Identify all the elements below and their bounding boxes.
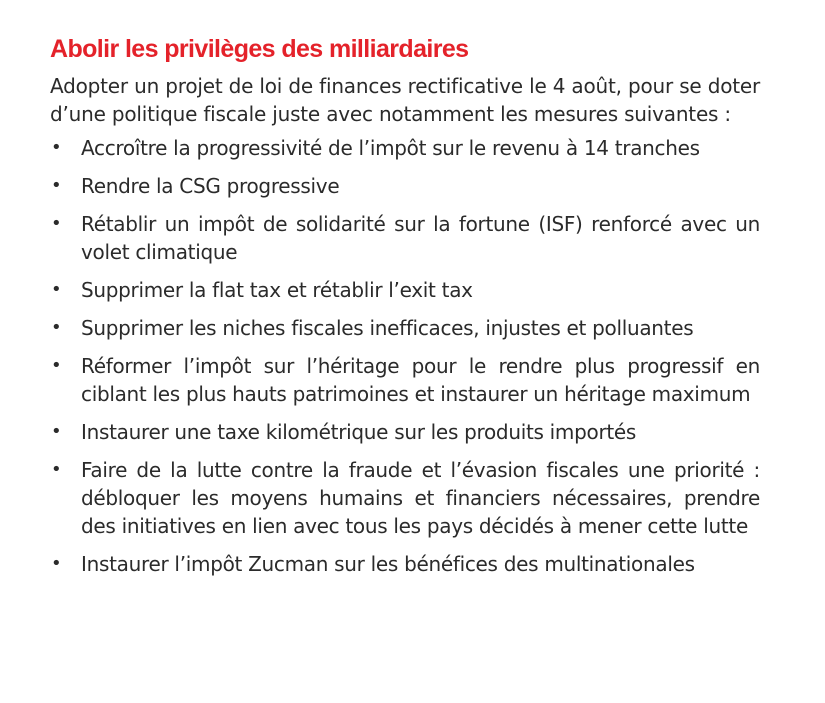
list-item (50, 134, 760, 162)
bullet-icon: • (51, 553, 62, 574)
list-item (50, 418, 760, 446)
bullet-icon: • (51, 279, 62, 300)
list-item (50, 550, 760, 578)
intro-paragraph: Adopter un projet de loi de finances rectificative le 4 août, pour se doter d’une politique fiscale juste avec notamment les mesures suivantes : (50, 74, 760, 126)
list-item-text: Supprimer la flat tax et rétablir l’exit tax (81, 278, 473, 302)
bullet-icon: • (51, 137, 62, 158)
bullet-icon: • (51, 213, 62, 234)
bullet-icon: • (51, 175, 62, 196)
list-item-text: Rétablir un impôt de solidarité sur la fortune (ISF) renforcé avec un volet climatique (81, 212, 760, 264)
section-title: Abolir les privilèges des milliardaires (50, 35, 469, 63)
list-item (50, 314, 760, 342)
list-item-text: Instaurer l’impôt Zucman sur les bénéfices des multinationales (81, 552, 695, 576)
bullet-icon: • (51, 459, 62, 480)
document-section (50, 34, 760, 588)
list-item-text: Supprimer les niches fiscales inefficaces, injustes et polluantes (81, 316, 694, 340)
list-item-text: Rendre la CSG progressive (81, 174, 340, 198)
list-item-text: Faire de la lutte contre la fraude et l’évasion fiscales une priorité : débloquer les moyens humains et financiers nécessaires, prendre des initiatives en lien avec tous les pays décidés à mener cette lutte (81, 458, 760, 538)
list-item-text: Accroître la progressivité de l’impôt sur le revenu à 14 tranches (81, 136, 700, 160)
list-item (50, 172, 760, 200)
measures-list (50, 134, 760, 578)
bullet-icon: • (51, 421, 62, 442)
list-item (50, 456, 760, 540)
list-item-text: Instaurer une taxe kilométrique sur les produits importés (81, 420, 637, 444)
list-item (50, 276, 760, 304)
bullet-icon: • (51, 317, 62, 338)
list-item (50, 352, 760, 408)
list-item-text: Réformer l’impôt sur l’héritage pour le rendre plus progressif en ciblant les plus hauts patrimoines et instaurer un héritage maximum (81, 354, 760, 406)
bullet-icon: • (51, 355, 62, 376)
list-item (50, 210, 760, 266)
